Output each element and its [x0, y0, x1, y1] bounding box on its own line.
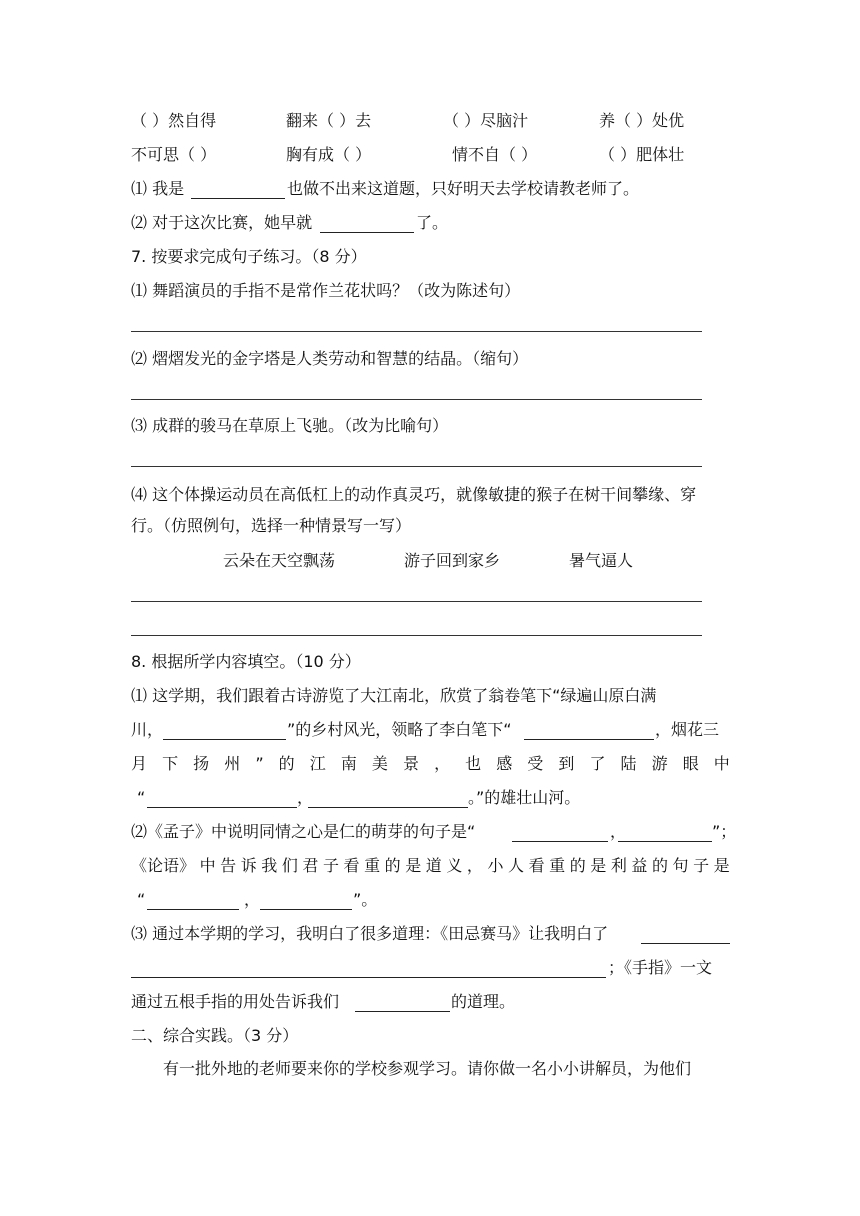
q8-title: 8. 根据所学内容填空。（10 分） — [131, 652, 361, 671]
q8-p2-line-3-comma: ， — [244, 890, 261, 909]
char: 是 — [713, 856, 730, 875]
char: 利 — [610, 856, 627, 875]
idiom-1-1: （ ）然自得 — [131, 111, 217, 130]
char: ， — [466, 856, 483, 875]
q8-p1-line-2-start: 川， — [131, 720, 164, 739]
q8-blank-2[interactable] — [524, 739, 654, 740]
section2-text: 有一批外地的老师要来你的学校参观学习。请你做一名小小讲解员，为他们 — [163, 1059, 692, 1078]
q8-p1-line-4-comma: ， — [297, 788, 314, 807]
idiom-2-1: 不可思（ ） — [131, 145, 217, 164]
char: 子 — [693, 856, 710, 875]
char: 小 — [487, 856, 504, 875]
q7-option-1: 云朵在天空飘荡 — [223, 551, 336, 570]
idiom-1-2: 翻来（ ）去 — [286, 111, 372, 130]
char: 也 — [465, 754, 482, 773]
q7-answer-line-2[interactable] — [131, 399, 702, 400]
idiom-1-3: （ ）尽脑汁 — [443, 111, 529, 130]
char: 受 — [527, 754, 544, 773]
q6-sentence-1-end: 也做不出来这道题，只好明天去学校请教老师了。 — [287, 179, 640, 198]
q7-item-4-line-2: 行。（仿照例句，选择一种情景写一写） — [131, 516, 412, 535]
q8-blank-6[interactable] — [618, 841, 712, 842]
q8-blank-3[interactable] — [147, 807, 297, 808]
idiom-2-2: 胸有成（ ） — [286, 145, 372, 164]
q8-blank-1[interactable] — [163, 739, 286, 740]
q8-blank-11[interactable] — [355, 1011, 450, 1012]
q8-p2-line-1-comma: ， — [610, 822, 627, 841]
char: 下 — [162, 754, 179, 773]
char: 们 — [281, 856, 298, 875]
char: 我 — [261, 856, 278, 875]
char: 扬 — [193, 754, 210, 773]
q7-answer-line-5[interactable] — [131, 635, 702, 636]
char: 美 — [371, 754, 388, 773]
q8-blank-10[interactable] — [131, 977, 606, 978]
char: 的 — [384, 856, 401, 875]
q6-sentence-2-start: ⑵ 对于这次比赛，她早就 — [131, 213, 313, 232]
char: 义 — [446, 856, 463, 875]
q7-item-3: ⑶ 成群的骏马在草原上飞驰。（改为比喻句） — [131, 416, 449, 435]
char: 是 — [405, 856, 422, 875]
idiom-2-3: 情不自（ ） — [452, 145, 538, 164]
char: 游 — [651, 754, 668, 773]
char: 的 — [278, 754, 295, 773]
char: 的 — [651, 856, 668, 875]
char: 诉 — [240, 856, 257, 875]
q8-blank-9[interactable] — [641, 943, 730, 944]
q7-item-4-line-1: ⑷ 这个体操运动员在高低杠上的动作真灵巧，就像敏捷的猴子在树干间攀缘、穿 — [131, 485, 697, 504]
char: 眼 — [682, 754, 699, 773]
char: 中 — [199, 856, 216, 875]
char: 陆 — [620, 754, 637, 773]
char: 州 — [224, 754, 241, 773]
char: 子 — [322, 856, 339, 875]
char: 感 — [496, 754, 513, 773]
char: 看 — [528, 856, 545, 875]
char: 君 — [302, 856, 319, 875]
q8-p3-line-2: ；《手指》一文 — [608, 958, 713, 977]
char: 江 — [309, 754, 326, 773]
char: 告 — [220, 856, 237, 875]
q8-p2-line-3-open: “ — [137, 890, 146, 909]
q8-p1-line-1: ⑴ 这学期，我们跟着古诗游览了大江南北，欣赏了翁卷笔下“绿遍山原白满 — [131, 686, 657, 705]
char: 到 — [558, 754, 575, 773]
q8-p3-line-3-start: 通过五根手指的用处告诉我们 — [131, 992, 340, 1011]
char: 重 — [364, 856, 381, 875]
q8-p2-line-3-end: ”。 — [353, 890, 378, 909]
char: 景 — [402, 754, 419, 773]
q6-blank-2[interactable] — [320, 232, 414, 233]
q7-title: 7. 按要求完成句子练习。（8 分） — [131, 247, 367, 266]
q8-p1-line-4-open: “ — [137, 788, 146, 807]
idiom-1-4: 养（ ）处优 — [599, 111, 685, 130]
q8-p3-line-3-end: 的道理。 — [451, 992, 516, 1011]
q8-p1-line-2-mid: ”的乡村风光，领略了李白笔下“ — [287, 720, 512, 739]
q8-p1-line-4-end: 。”的雄壮山河。 — [468, 788, 581, 807]
q7-item-1: ⑴ 舞蹈演员的手指不是常作兰花状吗？（改为陈述句） — [131, 281, 521, 300]
idiom-2-4: （ ）肥体壮 — [599, 145, 685, 164]
char: 道 — [425, 856, 442, 875]
char: 《论语》 — [131, 856, 196, 875]
q7-option-3: 暑气逼人 — [569, 551, 634, 570]
char: 益 — [631, 856, 648, 875]
q8-blank-5[interactable] — [512, 841, 608, 842]
q7-answer-line-1[interactable] — [131, 331, 702, 332]
q8-p1-line-2-end: ，烟花三 — [655, 720, 720, 739]
char: 中 — [713, 754, 730, 773]
q7-option-2: 游子回到家乡 — [404, 551, 501, 570]
char: 了 — [589, 754, 606, 773]
q8-blank-8[interactable] — [260, 909, 352, 910]
q8-p2-line-1-start: ⑵《孟子》中说明同情之心是仁的萌芽的句子是“ — [131, 822, 476, 841]
char: ， — [434, 754, 451, 773]
char: 句 — [672, 856, 689, 875]
char: 看 — [343, 856, 360, 875]
section2-title: 二、综合实践。（3 分） — [131, 1026, 299, 1045]
q8-blank-4[interactable] — [308, 807, 468, 808]
q7-answer-line-3[interactable] — [131, 466, 702, 467]
q6-blank-1[interactable] — [191, 198, 285, 199]
q6-sentence-1-start: ⑴ 我是 — [131, 179, 185, 198]
q7-answer-line-4[interactable] — [131, 601, 702, 602]
q7-item-2: ⑵ 熠熠发光的金字塔是人类劳动和智慧的结晶。（缩句） — [131, 349, 529, 368]
char: 是 — [590, 856, 607, 875]
q8-p1-line-3 — [131, 753, 730, 775]
q6-sentence-2-end: 了。 — [416, 213, 449, 232]
q8-p2-line-1-end: ”； — [712, 822, 737, 841]
char: 的 — [569, 856, 586, 875]
char: ” — [255, 754, 264, 773]
q8-p3-line-1: ⑶ 通过本学期的学习，我明白了很多道理：《田忌赛马》让我明白了 — [131, 924, 609, 943]
char: 人 — [508, 856, 525, 875]
q8-p2-line-2 — [131, 855, 730, 877]
q8-blank-7[interactable] — [147, 909, 239, 910]
char: 南 — [340, 754, 357, 773]
char: 月 — [131, 754, 148, 773]
char: 重 — [549, 856, 566, 875]
